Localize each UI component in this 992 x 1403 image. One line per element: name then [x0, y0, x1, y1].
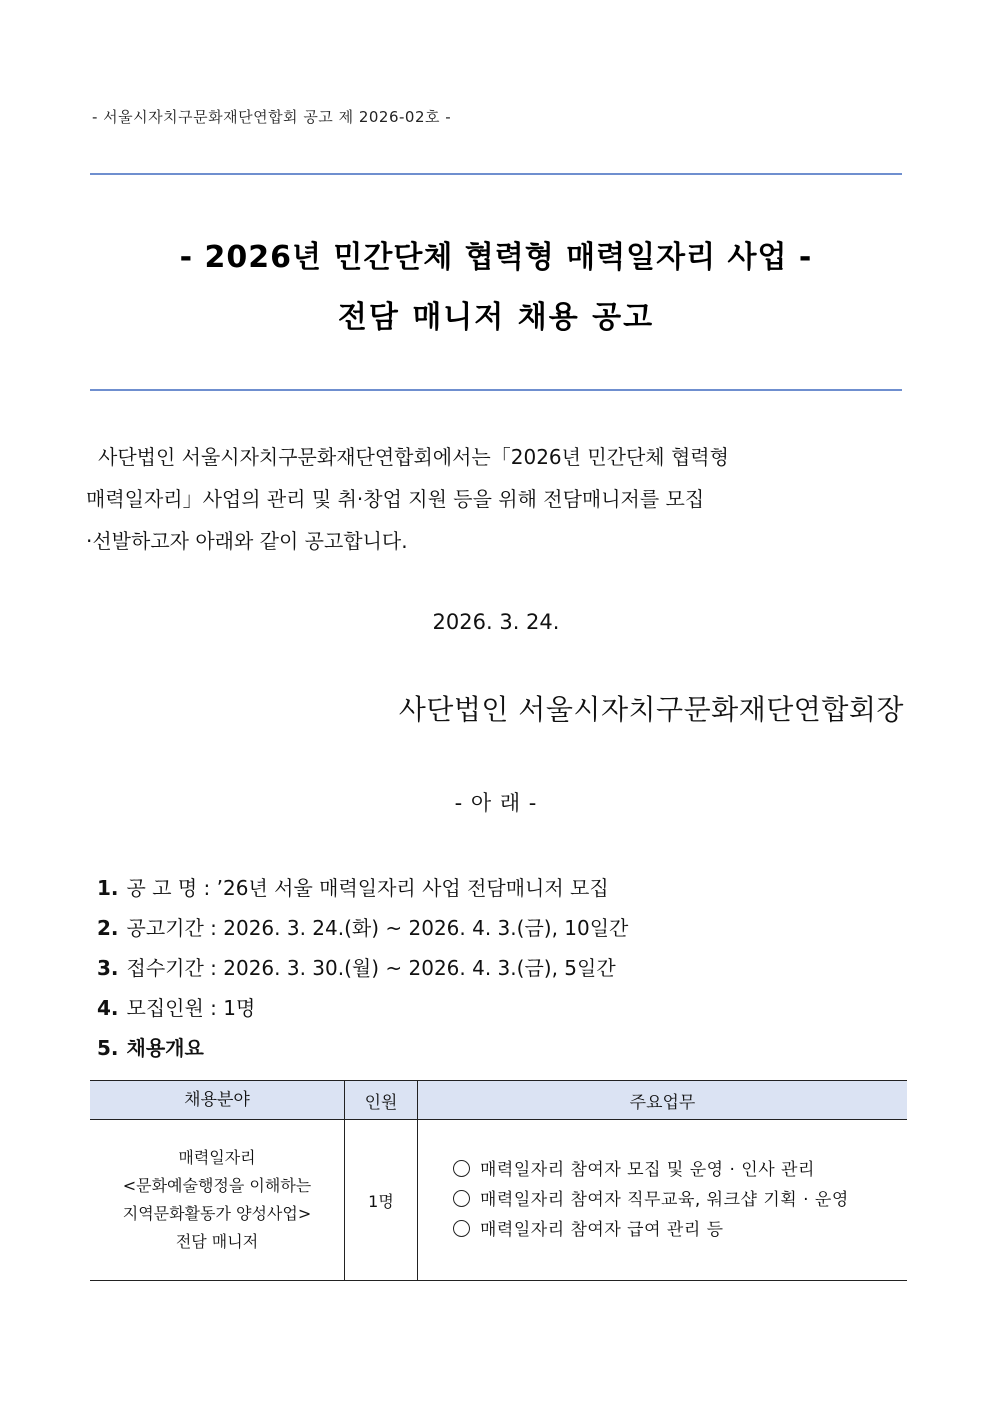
item-text: 공고기간 : 2026. 3. 24.(화) ~ 2026. 4. 3.(금), 10일간 [126, 916, 629, 940]
duty-list [419, 1155, 906, 1245]
count-cell: 1명 [345, 1120, 418, 1281]
section-divider-label: - 아 래 - [454, 791, 538, 815]
circle-bullet-icon [453, 1190, 470, 1207]
item-number: 3. [97, 956, 119, 980]
header-count: 인원 [345, 1081, 418, 1120]
duty-text: 매력일자리 참여자 모집 및 운영 · 인사 관리 [480, 1160, 815, 1180]
circle-bullet-icon [453, 1160, 470, 1177]
item-text: 접수기간 : 2026. 3. 30.(월) ~ 2026. 4. 3.(금), 5일간 [126, 956, 616, 980]
intro-paragraph [86, 436, 906, 562]
duty-text: 매력일자리 참여자 직무교육, 워크샵 기획 · 운영 [480, 1190, 849, 1210]
recruitment-table [90, 1080, 907, 1281]
item-overview [97, 1028, 628, 1068]
intro-line: 매력일자리」사업의 관리 및 취·창업 지원 등을 위해 전담매니저를 모집 [86, 487, 705, 511]
notice-number: - 서울시자치구문화재단연합회 공고 제 2026-02호 - [92, 108, 452, 126]
duty-text: 매력일자리 참여자 급여 관리 등 [480, 1220, 724, 1240]
item-number: 2. [97, 916, 119, 940]
header-field: 채용분야 [90, 1081, 345, 1120]
field-cell [90, 1120, 345, 1281]
item-notice-period [97, 908, 628, 948]
title-top-rule [90, 173, 902, 175]
duty-item [453, 1155, 906, 1185]
field-line: 전담 매니저 [175, 1232, 259, 1251]
duty-item [453, 1185, 906, 1215]
item-application-period [97, 948, 628, 988]
signer: 사단법인 서울시자치구문화재단연합회장 [398, 693, 904, 726]
table-row [90, 1120, 907, 1281]
item-text: 모집인원 : 1명 [126, 996, 256, 1020]
item-text: 공 고 명 : ’26년 서울 매력일자리 사업 전담매니저 모집 [126, 876, 609, 900]
table-header-row [90, 1081, 907, 1120]
field-line: 매력일자리 [178, 1148, 256, 1167]
circle-bullet-icon [453, 1220, 470, 1237]
item-number: 5. [97, 1036, 119, 1060]
duty-item [453, 1215, 906, 1245]
intro-line: 사단법인 서울시자치구문화재단연합회에서는「2026년 민간단체 협력형 [98, 445, 729, 469]
duties-cell [418, 1120, 908, 1281]
field-line: <문화예술행정을 이해하는 [122, 1176, 312, 1195]
header-duties: 주요업무 [418, 1081, 908, 1120]
notice-date: 2026. 3. 24. [432, 610, 560, 634]
item-number: 4. [97, 996, 119, 1020]
title-bottom-rule [90, 389, 902, 391]
item-title [97, 868, 628, 908]
page-title: - 2026년 민간단체 협력형 매력일자리 사업 - [179, 240, 813, 275]
intro-line: ·선발하고자 아래와 같이 공고합니다. [86, 529, 408, 553]
field-line: 지역문화활동가 양성사업> [122, 1204, 312, 1223]
item-list [97, 868, 628, 1068]
item-number: 1. [97, 876, 119, 900]
item-text: 채용개요 [126, 1036, 204, 1060]
page-subtitle: 전담 매니저 채용 공고 [337, 300, 655, 335]
item-headcount [97, 988, 628, 1028]
